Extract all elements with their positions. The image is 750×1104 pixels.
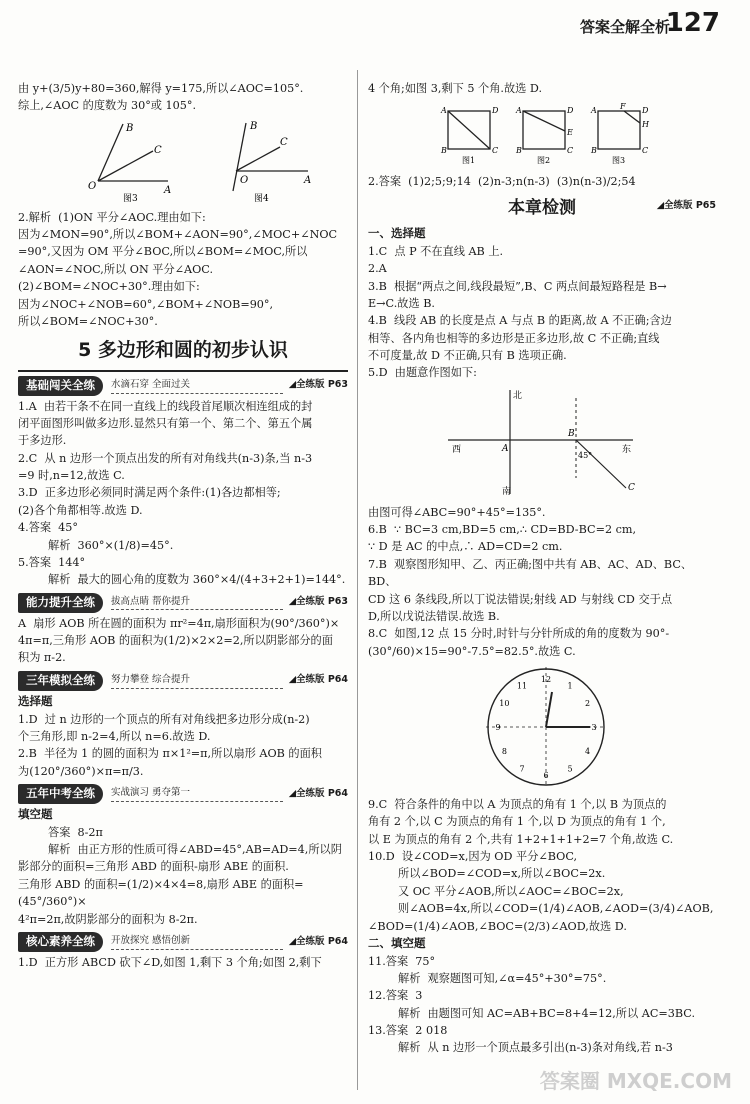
page-number: 127 [665,8,720,38]
question-2-solution [18,209,348,331]
fig-label: C [280,136,288,148]
text-line: 闭平面图形叫做多边形.显然只有第一个、第二个、第五个属 [18,417,313,431]
angle-figures [18,119,318,203]
compass-label: C [628,482,635,493]
fig-label: B [126,122,134,134]
section-1-answers [18,398,348,589]
figure-caption: 图3 [612,156,626,166]
text-line: 4 个角;如图 3,剩下 5 个角.故选 D. [368,82,543,95]
text-line: 由图可得∠ABC=90°+45°=135°. [368,505,546,519]
figure-caption: 图2 [537,156,551,166]
text-line: (30°/60)×15=90°-7.5°=82.5°.故选 C. [368,644,576,658]
text-line: 2.A [368,262,387,276]
text-line: 1.D 正方形 ABCD 砍下∠D,如图 1,剩下 3 个角;如图 2,剩下 [18,955,322,969]
text-line: 所以∠BOM=∠NOC+30°. [18,314,158,328]
fig-label: B [591,146,597,156]
subheading: 一、选择题 [368,226,426,241]
fig-label: E [567,128,573,138]
fig-label: A [164,184,172,196]
clock-figure [368,664,716,790]
text-line: 1.A 由若干条不在同一直线上的线段首尾顺次相连组成的封 [18,399,313,413]
square-figure-1 [440,106,499,165]
square-figure-3 [590,102,650,165]
clock-number: 2 [585,698,591,708]
text-line: A 扇形 AOB 所在圆的面积为 πr²=4π,扇形面积为(90°/360°)× [18,616,340,630]
fig-label: O [88,180,97,192]
text-line: =9 时,n=12,故选 C. [18,469,125,483]
section-ref: ◢全练版 P64 [288,674,348,686]
subheading: 选择题 [18,693,53,708]
clock-number: 6 [543,770,549,780]
text-line: 4π=π,三角形 AOB 的面积为(1/2)×2×2=2,所以阴影部分的面 [18,633,333,647]
section-tag: 三年模拟全练 [18,671,103,691]
clock-number: 1 [567,681,573,691]
compass-label: 南 [502,486,512,497]
text-line: 解析 观察题图可知,∠α=45°+30°=75°. [398,972,607,986]
text-line: 2.解析 (1)ON 平分∠AOC.理由如下: [18,210,206,224]
text-line: 5.答案 144° [18,555,86,569]
text-line: (2)各个角都相等.故选 D. [18,503,143,517]
text-line: 于多边形. [18,434,67,448]
compass-label: 45° [578,450,593,460]
text-line: 11.答案 75° [368,954,436,968]
text-line: 以 E 为顶点的角有 2 个,共有 1+2+1+1+2=7 个角,故选 C. [368,832,674,846]
fig-label: D [567,106,574,116]
clock-number: 10 [499,698,510,708]
text-line: 3.D 正多边形必须同时满足两个条件:(1)各边都相等; [18,486,281,500]
section-4-answers [18,806,348,928]
section-banner [18,933,348,951]
section-5-answers [18,954,348,971]
text-line: ∵ D 是 AC 的中点,∴ AD=CD=2 cm. [368,540,563,554]
text-line: ∠BOD=(1/4)∠AOB,∠BOC=(2/3)∠AOD,故选 D. [368,919,627,933]
section-ref: ◢全练版 P64 [288,935,348,947]
text-line: 个三角形,即 n-2=4,所以 n=6.故选 D. [18,729,211,743]
text-line: ∠AON=∠NOC,所以 ON 平分∠AOC. [18,262,214,276]
clock-face [486,667,606,787]
hour-hand [546,692,552,727]
fig-label: A [304,174,312,186]
chapter-test-title [368,195,716,221]
section-motto: 开放探究 感悟创新 [111,934,283,950]
fig-label: B [516,146,522,156]
figure-4 [233,121,311,203]
section-tag: 能力提升全练 [18,593,103,613]
figure-3 [88,123,171,203]
text-line: 2.答案 (1)2;5;9;14 (2)n-3;n(n-3) (3)n(n-3)/2;54 [368,175,636,189]
chapter-test-heading: 本章检测 [508,197,576,218]
text-line: 解析 由正方形的性质可得∠ABD=45°,AB=AD=4,所以阴 [48,843,342,857]
fig-label: C [642,146,649,156]
text-line: 2.B 半径为 1 的圆的面积为 π×1²=π,所以扇形 AOB 的面积 [18,747,322,761]
section-ref: ◢全练版 P63 [288,379,348,391]
text-line: E→C.故选 B. [368,296,435,310]
section-ref: ◢全练版 P64 [288,787,348,799]
section-tag: 五年中考全练 [18,784,103,804]
fig-label: B [441,146,447,156]
section-banner [18,594,348,612]
multiple-choice-answers-2 [368,504,716,660]
figure-caption: 图4 [254,193,269,203]
text-line: 相等、各内角也相等的多边形是正多边形,故 C 不正确;直线 [368,331,660,345]
column-divider [357,70,358,1090]
watermark-logo: 答案圈 MXQE.COM [539,1069,732,1093]
text-line: =90°,又因为 OM 平分∠BOC,所以∠BOM=∠MOC,所以 [18,245,308,259]
page-header [0,0,750,60]
text-line: 4.答案 45° [18,521,78,535]
section-motto: 水滴石穿 全面过关 [111,378,283,394]
clock-number: 12 [540,674,552,684]
text-line: 7.B 观察图形知甲、乙、丙正确;图中共有 AB、AC、AD、BC、BD、 [368,557,693,589]
section-motto: 拔高点睛 帮你提升 [111,595,283,611]
text-line: 不可度量,故 D 不正确,只有 B 选项正确. [368,349,567,363]
text-line: (2)∠BOM=∠NOC+30°.理由如下: [18,280,200,294]
square-figures [368,101,668,167]
section-motto: 实战演习 勇夺第一 [111,786,283,802]
text-line: 2.C 从 n 边形一个顶点出发的所有对角线共(n-3)条,当 n-3 [18,451,313,465]
text-line: 解析 最大的圆心角的度数为 360°×4/(4+3+2+1)=144°. [48,573,346,587]
left-top-lines [18,80,348,115]
compass-label: 东 [622,444,632,455]
section-tag: 核心素养全练 [18,932,103,952]
text-line: 所以∠BOD=∠COD=x,所以∠BOC=2x. [398,867,606,881]
clock-number: 8 [501,746,507,756]
square-figure-2 [515,106,574,165]
header-brand: 答案全解全析 [579,18,670,36]
text-line: 则∠AOB=4x,所以∠COD=(1/4)∠AOB,∠AOD=(3/4)∠AOB, [398,902,714,916]
section-banner [18,672,348,690]
text-line: 4²π=2π,故阴影部分的面积为 8-2π. [18,912,198,926]
text-line: 解析 从 n 边形一个顶点最多引出(n-3)条对角线,若 n-3 [398,1041,673,1055]
section-banner [18,785,348,803]
text-line: 答案 8-2π [48,825,103,839]
fig-label: O [240,174,249,186]
section-motto: 努力攀登 综合提升 [111,673,283,689]
compass-label: 北 [513,390,523,401]
text-line: CD 这 6 条线段,所以丁说法错误;射线 AD 与射线 CD 交于点 [368,592,673,606]
text-line: 6.B ∵ BC=3 cm,BD=5 cm,∴ CD=BD-BC=2 cm, [368,523,637,537]
right-column [368,80,716,1057]
text-line: 1.D 过 n 边形的一个顶点的所有对角线把多边形分成(n-2) [18,712,310,726]
chapter-title: 5 多边形和圆的初步认识 [18,336,348,371]
clock-number: 9 [495,722,501,732]
text-line: 4.B 线段 AB 的长度是点 A 与点 B 的距离,故 A 不正确;含边 [368,314,672,328]
section-ref: ◢全练版 P63 [288,596,348,608]
fig-label: D [642,106,649,116]
section-2-answers [18,615,348,667]
compass-label: A [502,443,509,454]
fig-label: H [642,120,649,130]
text-line: 9.C 符合条件的角中以 A 为顶点的角有 1 个,以 B 为顶点的 [368,797,667,811]
text-line: 1.C 点 P 不在直线 AB 上. [368,244,504,258]
text-line: 影部分的面积=三角形 ABD 的面积-扇形 ABE 的面积. [18,860,289,874]
multiple-choice-answers-3 [368,796,716,935]
text-line: 因为∠NOC+∠NOB=60°,∠BOM+∠NOB=90°, [18,297,274,311]
clock-number: 4 [585,746,591,756]
section-ref: ◢全练版 P65 [656,199,716,211]
clock-number: 11 [516,681,528,691]
clock-number: 3 [591,722,597,732]
left-column [18,80,348,971]
text-line: 积为 π-2. [18,651,66,665]
text-line: 由 y+(3/5)y+80=360,解得 y=175,所以∠AOC=105°. [18,82,304,95]
text-line: 解析 360°×(1/8)=45°. [48,538,174,552]
section-banner [18,377,348,395]
text-line: 8.C 如图,12 点 15 分时,时针与分针所成的角的度数为 90°- [368,627,670,641]
fig-label: D [492,106,499,116]
compass-figure [368,386,716,498]
fig-label: A [591,106,597,116]
section-tag: 基础闯关全练 [18,376,103,396]
fig-label: B [250,120,258,132]
text-line: 综上,∠AOC 的度数为 30°或 105°. [18,99,197,113]
text-line: 三角形 ABD 的面积=(1/2)×4×4=8,扇形 ABE 的面积=(45°/360°)× [18,877,304,909]
fig-label: C [154,144,162,156]
clock-number: 5 [567,764,573,774]
text-line: 因为∠MON=90°,所以∠BOM+∠AON=90°,∠MOC+∠NOC [18,228,338,242]
fill-in-answers [368,953,716,1057]
text-line: 13.答案 2 018 [368,1024,448,1038]
text-line: 角有 2 个,以 C 为顶点的角有 1 个,以 D 为顶点的角有 1 个, [368,815,666,829]
multiple-choice-answers [368,243,716,382]
subheading: 填空题 [18,806,53,821]
figure-caption: 图3 [123,193,138,203]
subheading: 二、填空题 [368,935,426,950]
figure-caption: 图1 [462,156,476,166]
fig-label: A [516,106,522,116]
section-3-answers [18,693,348,780]
compass-label: 西 [452,444,462,455]
fig-label: A [441,106,447,116]
text-line: 解析 由题图可知 AC=AB+BC=8+4=12,所以 AC=3BC. [398,1006,696,1020]
text-line: 12.答案 3 [368,989,423,1003]
text-line: 10.D 设∠COD=x,因为 OD 平分∠BOC, [368,850,578,864]
fig-label: C [567,146,574,156]
fig-label: C [492,146,499,156]
clock-number: 7 [519,764,525,774]
compass-label: B [568,428,575,439]
fig-label: F [620,102,626,112]
text-line: 3.B 根据“两点之间,线段最短”,B、C 两点间最短路程是 B→ [368,279,667,293]
text-line: 为(120°/360°)×π=π/3. [18,764,144,778]
text-line: 5.D 由题意作图如下: [368,366,477,380]
text-line: 又 OC 平分∠AOB,所以∠AOC=∠BOC=2x, [398,884,624,898]
text-line: D,所以戊说法错误.故选 B. [368,609,500,623]
